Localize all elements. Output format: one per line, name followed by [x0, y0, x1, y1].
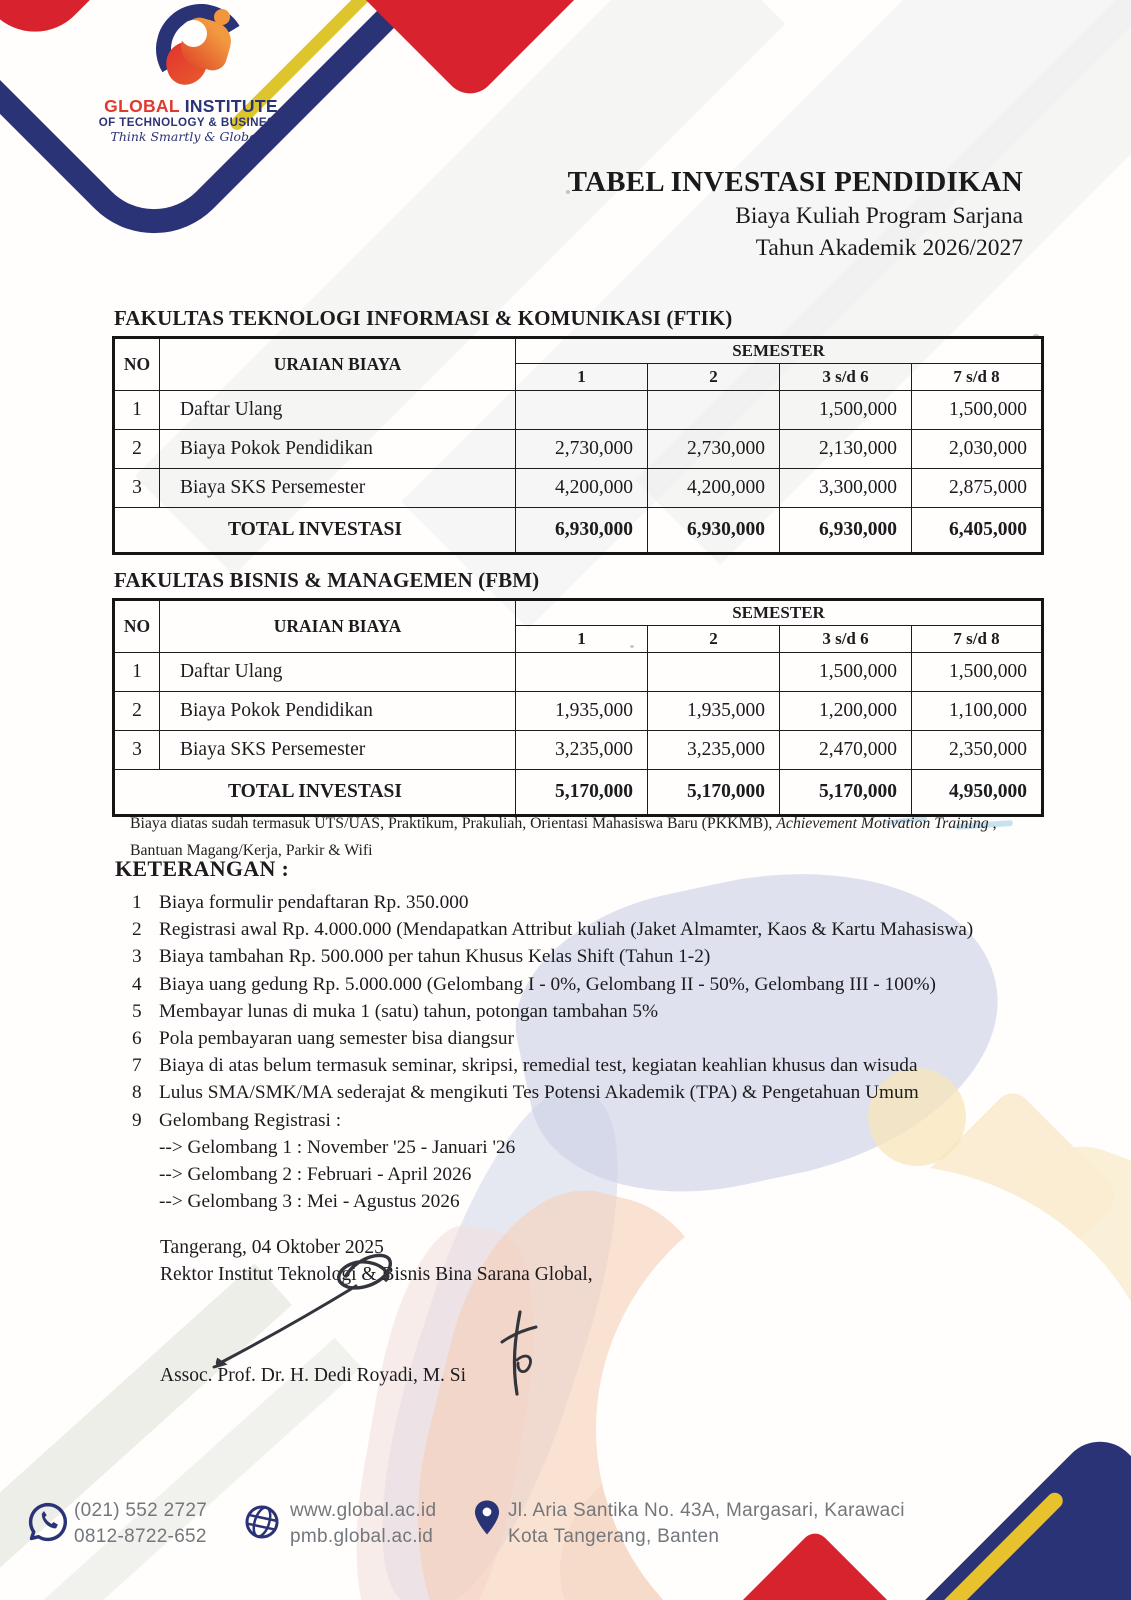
item-number: 3	[132, 946, 142, 968]
row-value: 3,235,000	[516, 731, 648, 770]
col-header-no: NO	[114, 600, 160, 653]
col-header-semester: SEMESTER	[516, 338, 1043, 364]
fee-table-ftik	[112, 336, 1044, 555]
list-item	[115, 1052, 1035, 1079]
item-text: Biaya di atas belum termasuk seminar, skripsi, remedial test, kegiatan keahlian khusus dan wisuda	[159, 1055, 918, 1077]
footer-address	[508, 1498, 905, 1550]
phone-number-1: (021) 552 2727	[74, 1500, 208, 1521]
total-value: 6,405,000	[912, 508, 1043, 554]
total-value: 4,950,000	[912, 770, 1043, 816]
item-text: Gelombang Registrasi :	[159, 1109, 342, 1131]
row-value: 2,730,000	[516, 430, 648, 469]
item-number: 5	[132, 1000, 142, 1022]
item-text: Biaya tambahan Rp. 500.000 per tahun Khusus Kelas Shift (Tahun 1-2)	[159, 946, 711, 968]
col-header-sem2: 2	[648, 626, 780, 653]
total-value: 6,930,000	[516, 508, 648, 554]
total-value: 5,170,000	[780, 770, 912, 816]
logo-tagline: Think Smartly & Globally	[110, 129, 272, 145]
col-header-uraian: URAIAN BIAYA	[160, 600, 516, 653]
list-item	[115, 971, 1035, 998]
col-header-sem2: 2	[648, 364, 780, 391]
row-value: 1,500,000	[780, 391, 912, 430]
table-row	[114, 692, 1043, 731]
fee-note-text: Biaya diatas sudah termasuk UTS/UAS, Praktikum, Prakuliah, Orientasi Mahasiswa Baru (PKKMB),	[130, 815, 777, 832]
page-subtitle-1: Biaya Kuliah Program Sarjana	[735, 203, 1023, 229]
fee-note-italic: Achievement Motivation Training	[776, 815, 989, 832]
row-value: 1,100,000	[912, 692, 1043, 731]
globe-icon	[242, 1502, 282, 1542]
footer-website	[290, 1498, 436, 1550]
row-value	[648, 653, 780, 692]
item-number: 2	[132, 919, 142, 941]
gelombang-line-2: --> Gelombang 2 : Februari - April 2026	[159, 1164, 472, 1186]
signature-city-date: Tangerang, 04 Oktober 2025	[160, 1237, 384, 1258]
item-text: Registrasi awal Rp. 4.000.000 (Mendapatkan Attribut kuliah (Jaket Almamter, Kaos & Kartu Mahasiswa)	[159, 919, 974, 941]
address-line-1: Jl. Aria Santika No. 43A, Margasari, Karawaci	[508, 1500, 905, 1521]
row-label: Biaya Pokok Pendidikan	[160, 430, 516, 469]
website-url-1: www.global.ac.id	[290, 1500, 437, 1521]
row-no: 1	[114, 391, 160, 430]
row-no: 1	[114, 653, 160, 692]
row-value: 2,350,000	[912, 731, 1043, 770]
logo-white-circle	[180, 20, 207, 47]
row-value: 1,200,000	[780, 692, 912, 731]
fee-table-fbm	[112, 598, 1044, 817]
col-header-no: NO	[114, 338, 160, 391]
row-value: 2,875,000	[912, 469, 1043, 508]
item-number: 4	[132, 973, 142, 995]
col-header-sem7-8: 7 s/d 8	[912, 364, 1043, 391]
row-value: 4,200,000	[648, 469, 780, 508]
row-value: 1,500,000	[912, 391, 1043, 430]
total-value: 6,930,000	[780, 508, 912, 554]
whatsapp-icon	[26, 1500, 70, 1544]
logo-name-institute: INSTITUTE	[179, 96, 278, 116]
signatory-name: Assoc. Prof. Dr. H. Dedi Royadi, M. Si	[160, 1365, 467, 1386]
institute-logo-icon	[150, 0, 245, 95]
total-row	[114, 770, 1043, 816]
col-header-sem3-6: 3 s/d 6	[780, 626, 912, 653]
col-header-sem3-6: 3 s/d 6	[780, 364, 912, 391]
row-value: 2,730,000	[648, 430, 780, 469]
col-header-semester: SEMESTER	[516, 600, 1043, 626]
phone-number-2: 0812-8722-652	[74, 1526, 207, 1547]
row-value: 1,500,000	[780, 653, 912, 692]
row-no: 2	[114, 430, 160, 469]
gelombang-line-3: --> Gelombang 3 : Mei - Agustus 2026	[159, 1191, 460, 1213]
keterangan-section	[115, 856, 1035, 1215]
location-pin-icon	[470, 1498, 504, 1544]
list-item	[115, 998, 1035, 1025]
row-value: 2,470,000	[780, 731, 912, 770]
paraph-scribble	[488, 1308, 548, 1400]
signature-scribble	[160, 1246, 520, 1376]
row-value: 4,200,000	[516, 469, 648, 508]
total-row	[114, 508, 1043, 554]
list-item	[115, 943, 1035, 970]
table-row	[114, 469, 1043, 508]
table-row	[114, 391, 1043, 430]
signature-role: Rektor Institut Teknologi & Bisnis Bina Sarana Global,	[160, 1264, 593, 1285]
keterangan-title: KETERANGAN :	[115, 856, 290, 881]
address-line-2: Kota Tangerang, Banten	[508, 1526, 720, 1547]
logo-name	[88, 96, 294, 116]
row-no: 2	[114, 692, 160, 731]
row-no: 3	[114, 469, 160, 508]
col-header-uraian: URAIAN BIAYA	[160, 338, 516, 391]
item-text: Lulus SMA/SMK/MA sederajat & mengikuti Tes Potensi Akademik (TPA) & Pengetahuan Umum	[159, 1082, 919, 1104]
item-text: Biaya uang gedung Rp. 5.000.000 (Gelombang I - 0%, Gelombang II - 50%, Gelombang III - 100%)	[159, 973, 936, 995]
row-label: Biaya SKS Persemester	[160, 469, 516, 508]
website-url-2: pmb.global.ac.id	[290, 1526, 434, 1547]
gelombang-line-1: --> Gelombang 1 : November '25 - Januari '26	[159, 1136, 516, 1158]
document-header	[568, 166, 1023, 264]
total-label: TOTAL INVESTASI	[114, 770, 516, 816]
total-label: TOTAL INVESTASI	[114, 508, 516, 554]
section-heading-fbm: FAKULTAS BISNIS & MANAGEMEN (FBM)	[114, 568, 540, 592]
institute-logo-text	[88, 96, 294, 145]
row-value: 3,235,000	[648, 731, 780, 770]
item-number: 9	[132, 1109, 142, 1131]
table-row	[114, 430, 1043, 469]
keterangan-list	[115, 889, 1035, 1215]
row-value	[516, 391, 648, 430]
row-value: 3,300,000	[780, 469, 912, 508]
row-value: 1,500,000	[912, 653, 1043, 692]
item-number: 8	[132, 1082, 142, 1104]
col-header-sem7-8: 7 s/d 8	[912, 626, 1043, 653]
section-heading-ftik: FAKULTAS TEKNOLOGI INFORMASI & KOMUNIKASI (FTIK)	[114, 306, 733, 330]
col-header-sem1: 1	[516, 626, 648, 653]
total-value: 5,170,000	[516, 770, 648, 816]
row-label: Biaya Pokok Pendidikan	[160, 692, 516, 731]
table-row	[114, 731, 1043, 770]
fee-note-text: , Bantuan Magang/Kerja, Parkir & Wifi	[130, 815, 997, 860]
row-label: Biaya SKS Persemester	[160, 731, 516, 770]
row-value	[516, 653, 648, 692]
footer-phone	[74, 1498, 207, 1550]
row-value: 2,130,000	[780, 430, 912, 469]
logo-orange-dot	[214, 9, 230, 25]
item-number: 1	[132, 892, 142, 913]
item-number: 7	[132, 1055, 142, 1077]
logo-name-global: GLOBAL	[104, 96, 180, 116]
logo-subtitle: OF TECHNOLOGY & BUSINESS	[98, 116, 284, 130]
total-value: 5,170,000	[648, 770, 780, 816]
list-item	[115, 889, 1035, 916]
row-value: 1,935,000	[648, 692, 780, 731]
row-no: 3	[114, 731, 160, 770]
row-label: Daftar Ulang	[160, 653, 516, 692]
page-title: TABEL INVESTASI PENDIDIKAN	[567, 166, 1023, 198]
item-text: Membayar lunas di muka 1 (satu) tahun, potongan tambahan 5%	[159, 1000, 659, 1022]
item-text: Pola pembayaran uang semester bisa diangsur	[159, 1028, 514, 1050]
row-value: 1,935,000	[516, 692, 648, 731]
list-item	[115, 1107, 1035, 1134]
col-header-sem1: 1	[516, 364, 648, 391]
total-value: 6,930,000	[648, 508, 780, 554]
table-row	[114, 653, 1043, 692]
row-value	[648, 391, 780, 430]
page-subtitle-2: Tahun Akademik 2026/2027	[755, 235, 1023, 262]
item-number: 6	[132, 1028, 142, 1050]
item-text: Biaya formulir pendaftaran Rp. 350.000	[159, 892, 469, 913]
list-item	[115, 1025, 1035, 1052]
row-label: Daftar Ulang	[160, 391, 516, 430]
list-item	[115, 916, 1035, 943]
list-item	[115, 1079, 1035, 1106]
row-value: 2,030,000	[912, 430, 1043, 469]
